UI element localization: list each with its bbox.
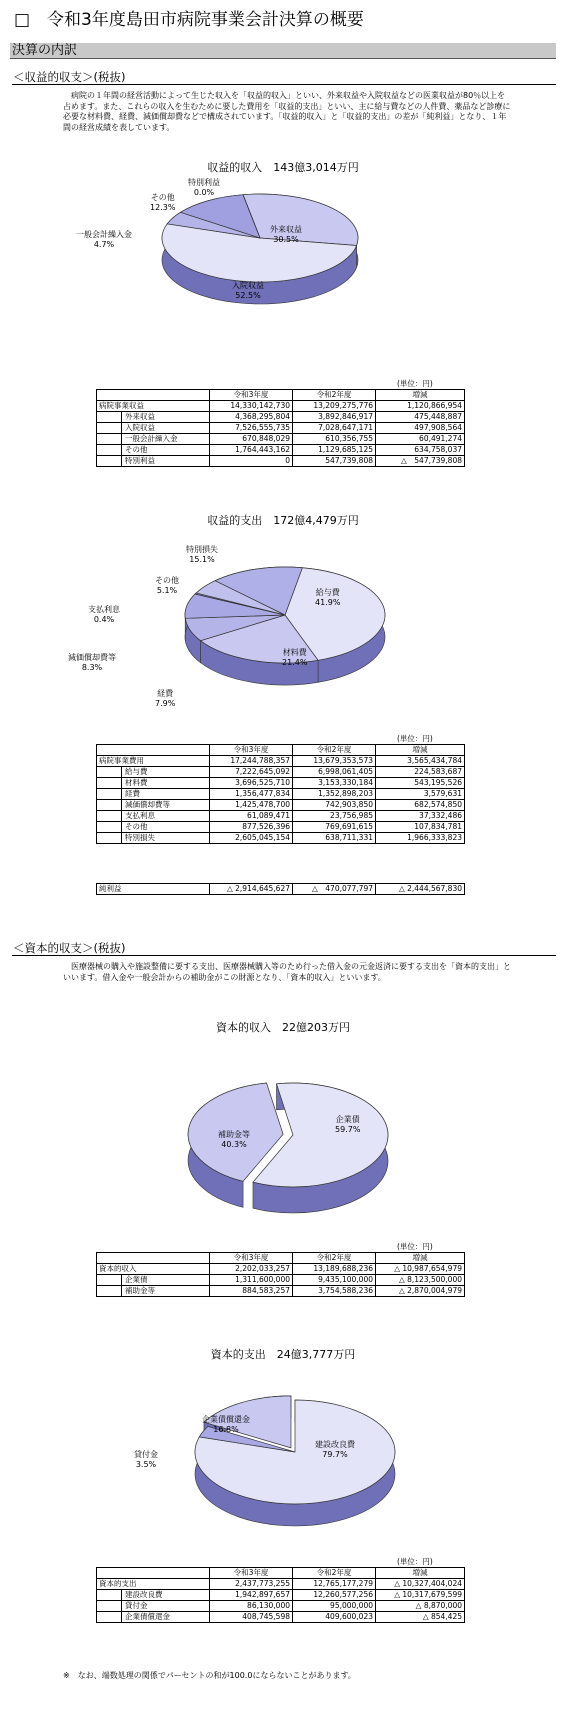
table-row (97, 778, 465, 789)
capital-heading: ＜資本的収支＞(税抜) (13, 941, 126, 955)
row-label: 病院事業費用 (97, 756, 210, 767)
table-row (97, 767, 465, 778)
footnote: ※ なお、端数処理の関係でパーセントの和が100.0にならないことがあります。 (63, 1671, 356, 1680)
cell-r3: △ 2,914,645,627 (210, 884, 293, 895)
pie-label-other-expense: その他 5.1% (155, 576, 179, 595)
cell-diff: △ 8,870,000 (376, 1601, 465, 1612)
header-r2: 令和2年度 (293, 390, 376, 401)
cell-diff: △ 10,987,654,979 (376, 1264, 465, 1275)
pie-label-expenses: 経費 7.9% (155, 689, 176, 708)
cell-r3: 2,202,033,257 (210, 1264, 293, 1275)
header-diff: 増減 (376, 390, 465, 401)
cell-diff: 107,834,781 (376, 822, 465, 833)
table-header-row (97, 1253, 465, 1264)
cell-diff: 60,491,274 (376, 434, 465, 445)
cell-r2: 3,754,588,236 (293, 1286, 376, 1297)
table-row (97, 1612, 465, 1623)
table-row (97, 1286, 465, 1297)
cell-r2: 1,129,685,125 (293, 445, 376, 456)
cell-r3: 86,130,000 (210, 1601, 293, 1612)
capital-paragraph: 医療器械の購入や施設整備に要する支出、医療器械購入等のため行った借入金の元金返済に要する支出を「資本的支出」といいます。借入金や一般会計からの補助金がこの財源となり、「資本的収入」といいます。 (63, 962, 511, 982)
table-row (97, 822, 465, 833)
cell-r3: 7,222,645,092 (210, 767, 293, 778)
row-label: 経費 (97, 789, 210, 800)
row-label: その他 (97, 822, 210, 833)
cell-diff: 682,574,850 (376, 800, 465, 811)
cell-r2: 610,356,755 (293, 434, 376, 445)
cell-r3: 670,848,029 (210, 434, 293, 445)
header-blank (97, 745, 210, 756)
cell-r3: 7,526,555,735 (210, 423, 293, 434)
header-diff: 増減 (376, 745, 465, 756)
revenue-heading: ＜収益的収支＞(税抜) (13, 70, 126, 84)
cell-r3: 61,089,471 (210, 811, 293, 822)
cell-r3: 1,425,478,700 (210, 800, 293, 811)
pie-label-special-loss: 特別損失 15.1% (186, 545, 218, 564)
pie-label-special-profit: 特別利益 0.0% (188, 178, 220, 197)
row-label: 特別利益 (97, 456, 210, 467)
cell-r2: 1,352,898,203 (293, 789, 376, 800)
cell-r3: 1,942,897,657 (210, 1590, 293, 1601)
pie-label-construction: 建設改良費 79.7% (315, 1440, 355, 1459)
pie-label-depreciation: 減価償却費等 8.3% (68, 653, 116, 672)
table-header-row (97, 1568, 465, 1579)
table-row (97, 811, 465, 822)
cell-diff: 224,583,687 (376, 767, 465, 778)
header-r3: 令和3年度 (210, 745, 293, 756)
table-row (97, 1275, 465, 1286)
profit-table (96, 883, 465, 895)
cell-r3: 14,330,142,730 (210, 401, 293, 412)
chart-title-capital-expense: 資本的支出 24億3,777万円 (210, 1348, 356, 1361)
pie-label-bond-repayment: 企業債償還金 16.8% (202, 1415, 250, 1434)
header-r3: 令和3年度 (210, 1568, 293, 1579)
pie-label-other: その他 12.3% (150, 193, 176, 212)
cell-r2: 7,028,647,171 (293, 423, 376, 434)
cell-diff: 634,758,037 (376, 445, 465, 456)
capital-divider (12, 955, 556, 956)
expense-table (96, 744, 465, 844)
pie-label-materials: 材料費 21.4% (282, 648, 308, 667)
header-r2: 令和2年度 (293, 1568, 376, 1579)
row-label: 企業債償還金 (97, 1612, 210, 1623)
row-label: 建設改良費 (97, 1590, 210, 1601)
cell-r3: 1,356,477,834 (210, 789, 293, 800)
cell-r3: 2,437,773,255 (210, 1579, 293, 1590)
row-label: 企業債 (97, 1275, 210, 1286)
cell-r2: 13,679,353,573 (293, 756, 376, 767)
cell-r2: 13,189,688,236 (293, 1264, 376, 1275)
table-row (97, 884, 465, 895)
cell-diff: 3,565,434,784 (376, 756, 465, 767)
table-row (97, 434, 465, 445)
cell-diff: △ 547,739,808 (376, 456, 465, 467)
cell-diff: △ 2,444,567,830 (376, 884, 465, 895)
cell-r3: 1,311,600,000 (210, 1275, 293, 1286)
cell-r2: 23,756,985 (293, 811, 376, 822)
cell-diff: 1,120,866,954 (376, 401, 465, 412)
pie-chart-capital-expense (175, 1390, 415, 1540)
table-row (97, 445, 465, 456)
cell-diff: △ 2,870,004,979 (376, 1286, 465, 1297)
cell-diff: 37,332,486 (376, 811, 465, 822)
row-label: 貸付金 (97, 1601, 210, 1612)
cell-r3: 4,368,295,804 (210, 412, 293, 423)
table-row (97, 456, 465, 467)
pie-label-general-transfer: 一般会計繰入金 4.7% (76, 230, 132, 249)
pie-label-bonds: 企業債 59.7% (335, 1115, 361, 1134)
cell-diff: △ 10,317,679,599 (376, 1590, 465, 1601)
table-row (97, 423, 465, 434)
pie-label-salary: 給与費 41.9% (315, 588, 341, 607)
pie-label-subsidy: 補助金等 40.3% (218, 1130, 250, 1149)
row-label: 一般会計繰入金 (97, 434, 210, 445)
cell-r3: 877,526,396 (210, 822, 293, 833)
row-label: 特別損失 (97, 833, 210, 844)
cell-r2: 3,153,330,184 (293, 778, 376, 789)
cell-r3: 17,244,788,357 (210, 756, 293, 767)
cell-r2: 638,711,331 (293, 833, 376, 844)
table-row (97, 1264, 465, 1275)
cell-diff: 3,579,631 (376, 789, 465, 800)
chart-title-revenue: 収益的収入 143億3,014万円 (207, 161, 359, 174)
cell-r2: △ 470,077,797 (293, 884, 376, 895)
chart-title-capital-income: 資本的収入 22億203万円 (216, 1021, 350, 1034)
cell-r2: 12,765,177,279 (293, 1579, 376, 1590)
row-label: 給与費 (97, 767, 210, 778)
header-r2: 令和2年度 (293, 745, 376, 756)
cell-r2: 3,892,846,917 (293, 412, 376, 423)
row-label: 減価償却費等 (97, 800, 210, 811)
header-r2: 令和2年度 (293, 1253, 376, 1264)
row-label: 補助金等 (97, 1286, 210, 1297)
cell-r3: 408,745,598 (210, 1612, 293, 1623)
cell-r3: 884,583,257 (210, 1286, 293, 1297)
cell-diff: 1,966,333,823 (376, 833, 465, 844)
table-row (97, 412, 465, 423)
cell-r3: 1,764,443,162 (210, 445, 293, 456)
header-blank (97, 1253, 210, 1264)
row-label: 病院事業収益 (97, 401, 210, 412)
header-blank (97, 1568, 210, 1579)
row-label: 入院収益 (97, 423, 210, 434)
cell-diff: △ 8,123,500,000 (376, 1275, 465, 1286)
cell-r2: 742,903,850 (293, 800, 376, 811)
row-label: 純利益 (97, 884, 210, 895)
table-row (97, 1601, 465, 1612)
pie-label-loan: 貸付金 3.5% (134, 1450, 158, 1469)
header-diff: 増減 (376, 1253, 465, 1264)
row-label: その他 (97, 445, 210, 456)
cell-r2: 9,435,100,000 (293, 1275, 376, 1286)
pie-label-inpatient: 入院収益 52.5% (232, 281, 264, 300)
table-row (97, 1579, 465, 1590)
table-row (97, 800, 465, 811)
unit-label-4: (単位：円) (397, 1557, 433, 1566)
revenue-paragraph: 病院の１年間の経営活動によって生じた収入を「収益的収入」といい、外来収益や入院収益などの医業収益が80％以上を占めます。また、これらの収入を生むために要した費用を「収益的支出」といい、主に給与費などの人件費、薬品など診療に必要な材料費、経費、減価償却費などで構成されています。「収益的収入」と「収益的支出」の差が「純利益」となり、１年間の経営成績を表しています。 (63, 91, 511, 132)
table-header-row (97, 390, 465, 401)
pie-chart-capital-income (178, 1075, 408, 1225)
unit-label-2: (単位：円) (397, 734, 433, 743)
revenue-divider (12, 84, 556, 85)
row-label: 資本的収入 (97, 1264, 210, 1275)
header-r3: 令和3年度 (210, 390, 293, 401)
revenue-table (96, 389, 465, 467)
cell-r3: 2,605,045,154 (210, 833, 293, 844)
cell-r2: 95,000,000 (293, 1601, 376, 1612)
cell-diff: 497,908,564 (376, 423, 465, 434)
header-r3: 令和3年度 (210, 1253, 293, 1264)
cell-r3: 3,696,525,710 (210, 778, 293, 789)
cell-r2: 547,739,808 (293, 456, 376, 467)
cell-r2: 6,998,061,405 (293, 767, 376, 778)
table-header-row (97, 745, 465, 756)
table-row (97, 401, 465, 412)
capital-income-table (96, 1252, 465, 1297)
header-blank (97, 390, 210, 401)
table-row (97, 789, 465, 800)
cell-diff: 543,195,526 (376, 778, 465, 789)
table-row (97, 756, 465, 767)
pie-label-interest: 支払利息 0.4% (88, 605, 120, 624)
header-diff: 増減 (376, 1568, 465, 1579)
chart-title-expense: 収益的支出 172億4,479万円 (207, 514, 359, 527)
cell-diff: △ 854,425 (376, 1612, 465, 1623)
row-label: 支払利息 (97, 811, 210, 822)
capital-expense-table (96, 1567, 465, 1623)
table-row (97, 833, 465, 844)
row-label: 資本的支出 (97, 1579, 210, 1590)
cell-r2: 769,691,615 (293, 822, 376, 833)
row-label: 材料費 (97, 778, 210, 789)
cell-r2: 13,209,275,776 (293, 401, 376, 412)
cell-diff: △ 10,327,404,024 (376, 1579, 465, 1590)
unit-label-3: (単位：円) (397, 1242, 433, 1251)
row-label: 外来収益 (97, 412, 210, 423)
pie-chart-expense (160, 555, 410, 705)
section-heading: 決算の内訳 (10, 43, 556, 59)
unit-label: (単位：円) (397, 379, 433, 388)
table-row (97, 1590, 465, 1601)
cell-r2: 12,260,577,256 (293, 1590, 376, 1601)
cell-r3: 0 (210, 456, 293, 467)
page-title: □ 令和3年度島田市病院事業会計決算の概要 (14, 10, 364, 30)
cell-r2: 409,600,023 (293, 1612, 376, 1623)
cell-diff: 475,448,887 (376, 412, 465, 423)
pie-label-outpatient: 外来収益 30.5% (270, 225, 302, 244)
